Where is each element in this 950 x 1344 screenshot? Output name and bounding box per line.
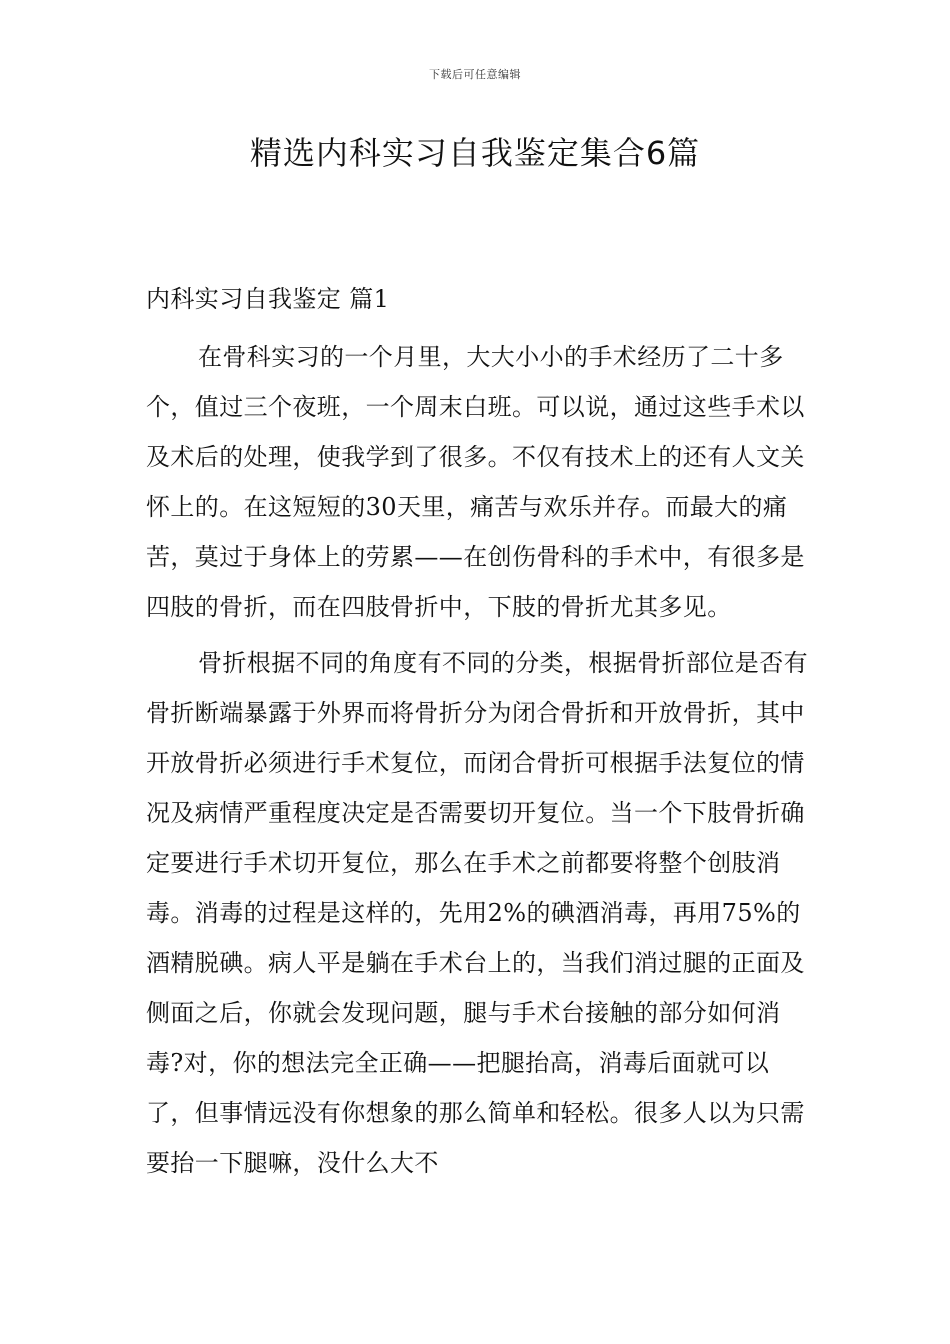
section-heading: 内科实习自我鉴定 篇1 (146, 285, 390, 313)
document-body (146, 281, 816, 1188)
header-note: 下载后可任意编辑 (429, 68, 521, 81)
paragraph: 在骨科实习的一个月里，大大小小的手术经历了二十多个，值过三个夜班，一个周末白班。可以说，通过这些手术以及术后的处理，使我学到了很多。不仅有技术上的还有人文关怀上的。在这短短的30天里，痛苦与欢乐并存。而最大的痛苦，莫过于身体上的劳累——在创伤骨科的手术中，有很多是四肢的骨折，而在四肢骨折中，下肢的骨折尤其多见。 (146, 343, 805, 621)
document-title: 精选内科实习自我鉴定集合6篇 (249, 134, 701, 172)
paragraph: 骨折根据不同的角度有不同的分类，根据骨折部位是否有骨折断端暴露于外界而将骨折分为闭合骨折和开放骨折，其中开放骨折必须进行手术复位，而闭合骨折可根据手法复位的情况及病情严重程度决定是否需要切开复位。当一个下肢骨折确定要进行手术切开复位，那么在手术之前都要将整个创肢消毒。消毒的过程是这样的，先用2%的碘酒消毒，再用75%的酒精脱碘。病人平是躺在手术台上的，当我们消过腿的正面及侧面之后，你就会发现问题，腿与手术台接触的部分如何消毒?对，你的想法完全正确——把腿抬高，消毒后面就可以了，但事情远没有你想象的那么简单和轻松。很多人以为只需要抬一下腿嘛，没什么大不 (146, 649, 808, 1177)
